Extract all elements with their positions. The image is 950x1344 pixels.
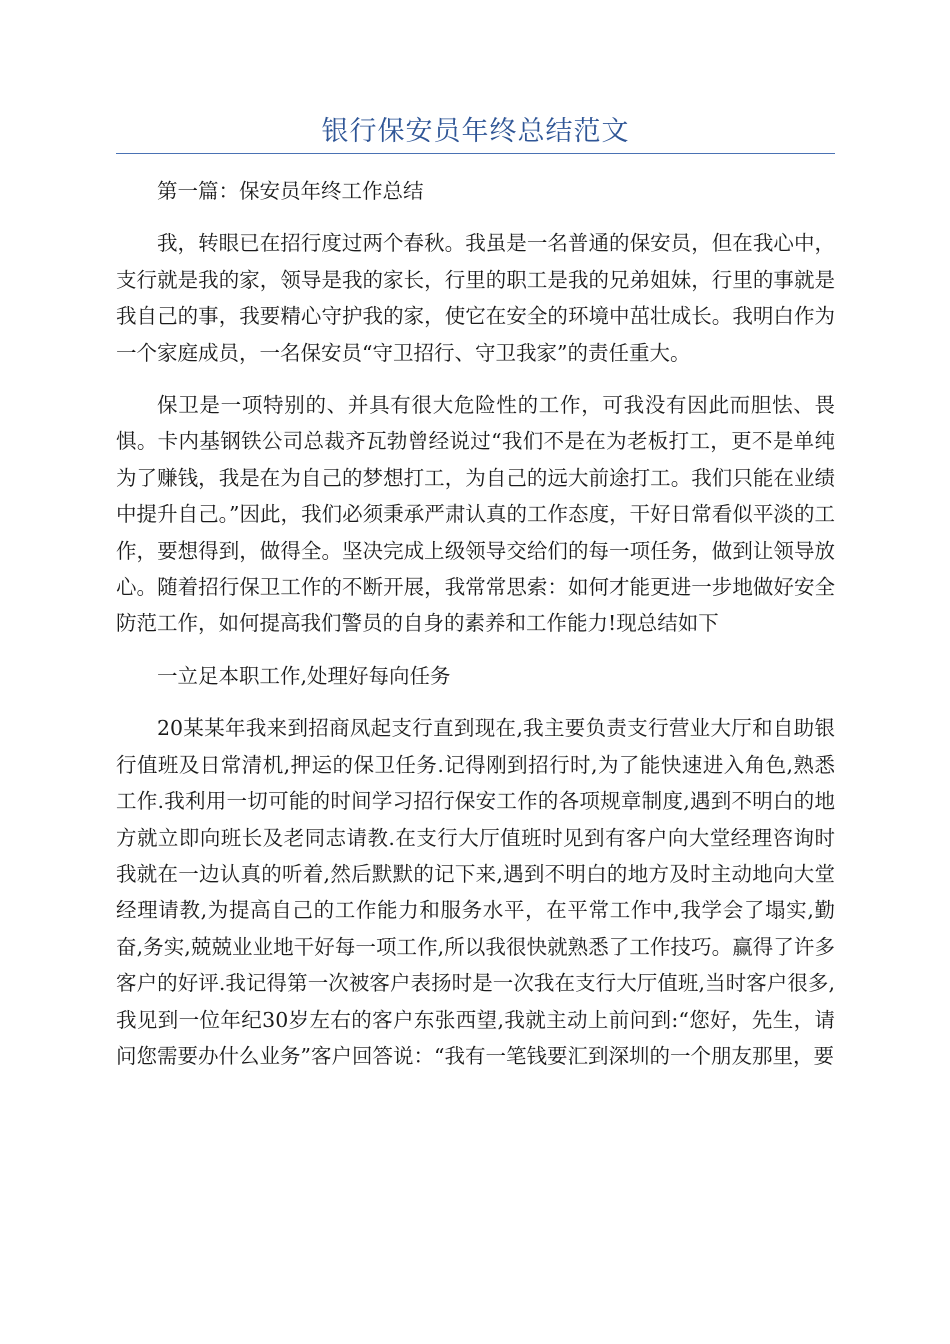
- section-heading: 第一篇：保安员年终工作总结: [157, 179, 424, 203]
- subsection-heading: 一立足本职工作,处理好每向任务: [157, 663, 451, 688]
- body-paragraph: 20某某年我来到招商凤起支行直到现在,我主要负责支行营业大厅和自助银行值班及日常清机,押运的保卫任务.记得刚到招行时,为了能快速进入角色,熟悉工作.我利用一切可能的时间学习招行保安工作的各项规章制度,遇到不明白的地方就立即向班长及老同志请教.在支行大厅值班时见到有客户向大堂经理咨询时我就在一边认真的听着,然后默默的记下来,遇到不明白的地方及时主动地向大堂经理请教,为提高自己的工作能力和服务水平，在平常工作中,我学会了塌实,勤奋,务实,兢兢业业地干好每一项工作,所以我很快就熟悉了工作技巧。赢得了许多客户的好评.我记得第一次被客户表扬时是一次我在支行大厅值班,当时客户很多,我见到一位年纪30岁左右的客户东张西望,我就主动上前问到:“您好，先生，请问您需要办什么业务”客户回答说：“我有一笔钱要汇到深圳的一个朋友那里，要: [116, 716, 835, 1068]
- title-underline: [116, 153, 835, 154]
- document-body: [116, 173, 835, 1090]
- body-paragraph: 保卫是一项特别的、并具有很大危险性的工作，可我没有因此而胆怯、畏惧。卡内基钢铁公司总裁齐瓦勃曾经说过“我们不是在为老板打工，更不是单纯为了赚钱，我是在为自己的梦想打工，为自己的远大前途打工。我们只能在业绩中提升自己。”因此，我们必须秉承严肃认真的工作态度，干好日常看似平淡的工作，要想得到，做得全。坚决完成上级领导交给们的每一项任务，做到让领导放心。随着招行保卫工作的不断开展，我常常思索：如何才能更进一步地做好安全防范工作，如何提高我们警员的自身的素养和工作能力!现总结如下: [116, 393, 835, 636]
- document-title: 银行保安员年终总结范文: [321, 116, 630, 147]
- body-paragraph: 我，转眼已在招行度过两个春秋。我虽是一名普通的保安员，但在我心中，支行就是我的家，领导是我的家长，行里的职工是我的兄弟姐妹，行里的事就是我自己的事，我要精心守护我的家，使它在安全的环境中茁壮成长。我明白作为一个家庭成员，一名保安员“守卫招行、守卫我家”的责任重大。: [116, 231, 835, 365]
